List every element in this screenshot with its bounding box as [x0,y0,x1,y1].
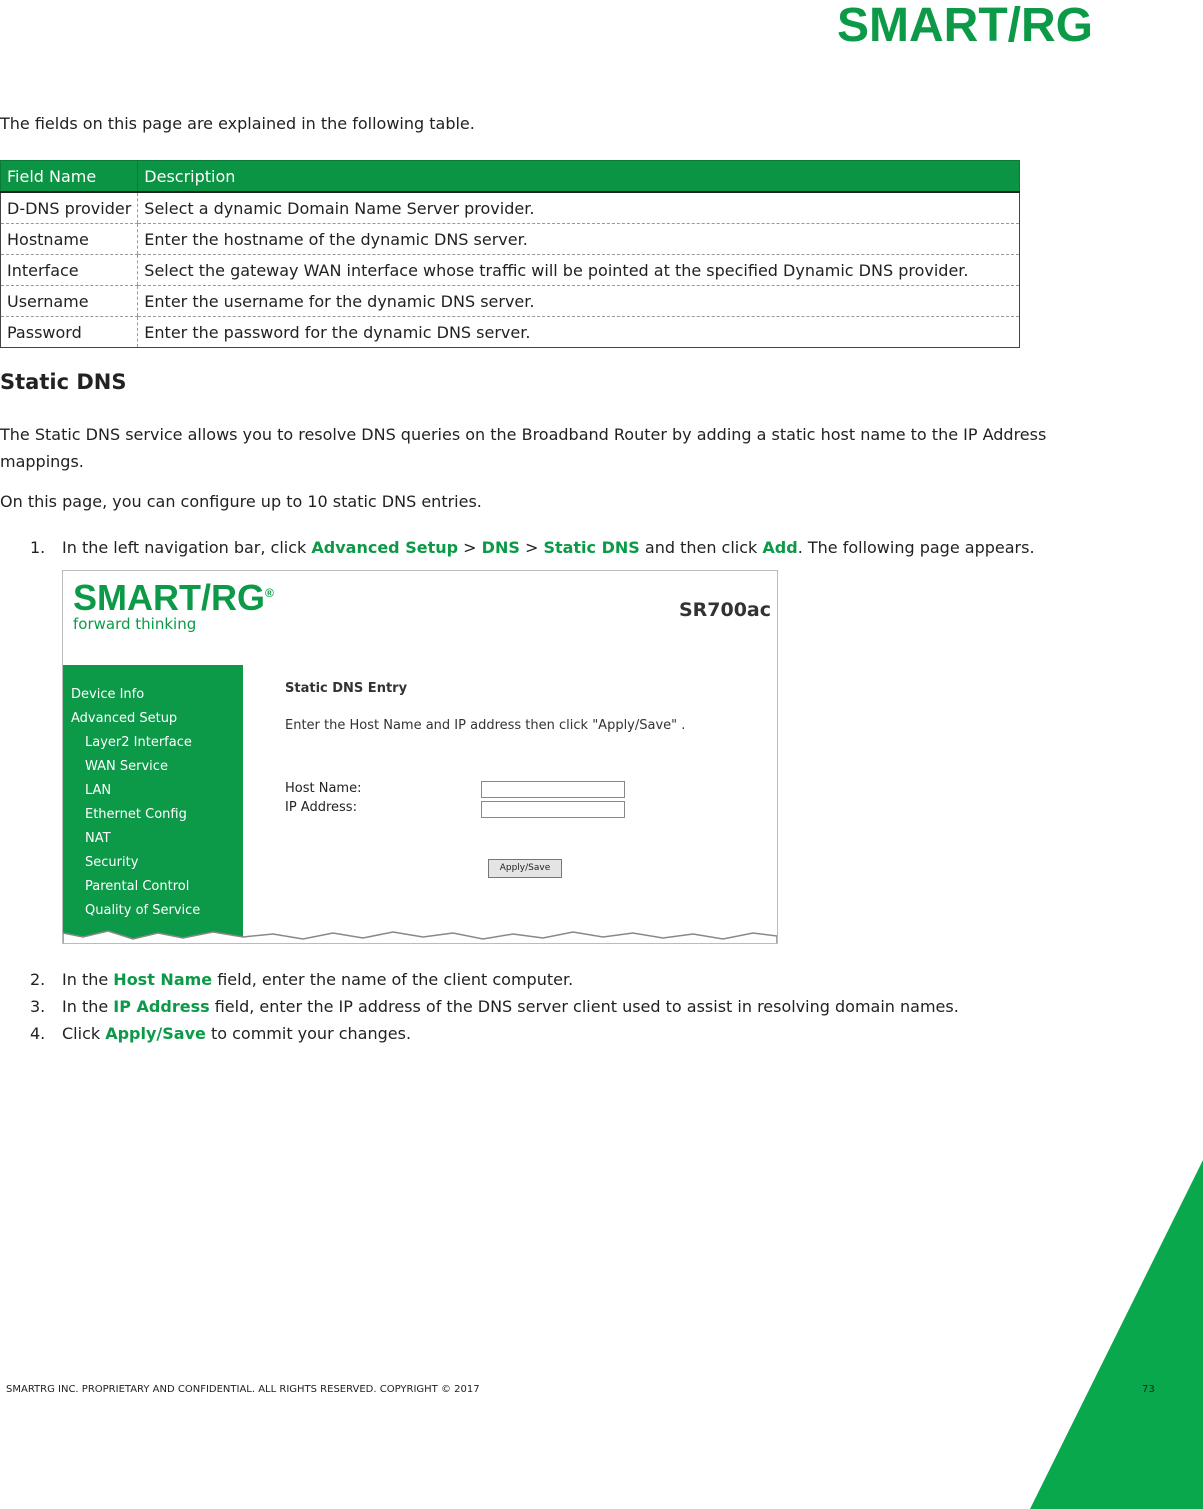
step-item [0,534,1035,561]
ui-reference: Host Name [113,970,213,989]
table-header-row [1,161,1020,193]
nav-item-device-info[interactable]: Device Info [71,687,145,702]
step-text: field, enter the IP address of the DNS server client used to assist in resolving domain names. [209,997,959,1016]
nav-item-advanced-setup[interactable]: Advanced Setup [71,711,178,726]
host-name-label: Host Name: [285,781,362,796]
step-item [0,966,959,993]
screenshot-logo [73,577,274,619]
step-list [0,966,959,1047]
field-name-cell: D-DNS provider [1,192,138,224]
model-name: SR700ac [678,599,771,621]
description-cell: Enter the password for the dynamic DNS server. [138,317,1020,348]
registered-mark: ® [265,586,274,600]
step-number: 4. [30,1024,46,1043]
table-row [1,224,1020,255]
nav-item-quality-of-service[interactable]: Quality of Service [85,903,201,918]
nav-item-lan[interactable]: LAN [85,783,112,798]
nav-item-parental-control[interactable]: Parental Control [85,879,190,894]
section-paragraph: On this page, you can configure up to 10 static DNS entries. [0,492,482,511]
field-name-cell: Hostname [1,224,138,255]
screenshot-logo-text: SMART/RG [73,577,265,618]
field-name-cell: Username [1,286,138,317]
section-paragraph: The Static DNS service allows you to resolve DNS queries on the Broadband Router by adding a static host name to the IP Address mappings. [0,425,1047,471]
page-number: 73 [1142,1384,1155,1395]
nav-item-layer2-interface[interactable]: Layer2 Interface [85,735,192,750]
step-text: In the [62,997,114,1016]
host-name-input[interactable] [481,781,625,798]
ip-address-input[interactable] [481,801,625,818]
router-screenshot [62,570,778,944]
step-text: and then click [639,538,763,557]
step-text: In the left navigation bar, click [62,538,312,557]
ui-reference: IP Address [113,997,210,1016]
nav-item-ethernet-config[interactable]: Ethernet Config [85,807,187,822]
smartrg-logo: SMART/RG [837,0,1093,52]
step-list [0,534,1035,561]
fields-table [0,160,1020,348]
description-cell: Select the gateway WAN interface whose traffic will be pointed at the specified Dynamic DNS provider. [138,255,1020,286]
description-cell: Enter the hostname of the dynamic DNS server. [138,224,1020,255]
table-row [1,317,1020,348]
apply-save-button[interactable]: Apply/Save [488,859,562,878]
nav-item-wan-service[interactable]: WAN Service [85,759,168,774]
instruction-text: Enter the Host Name and IP address then click "Apply/Save" . [285,718,686,733]
ui-reference: Apply/Save [105,1024,206,1043]
step-text: Click [62,1024,106,1043]
corner-triangle-decoration [1030,1160,1203,1509]
footer-copyright: SMARTRG INC. PROPRIETARY AND CONFIDENTIAL. ALL RIGHTS RESERVED. COPYRIGHT © 2017 [6,1384,480,1395]
field-name-cell: Interface [1,255,138,286]
step-item [0,1020,959,1047]
ui-reference: Advanced Setup [311,538,459,557]
ui-reference: DNS [481,538,520,557]
ui-reference: Static DNS [543,538,640,557]
step-number: 2. [30,970,46,989]
section-heading: Static DNS [0,370,127,394]
step-text: > [458,538,482,557]
description-cell: Select a dynamic Domain Name Server provider. [138,192,1020,224]
column-header: Description [138,161,1020,193]
column-header: Field Name [1,161,138,193]
screenshot-tagline: forward thinking [73,615,197,633]
step-text: to commit your changes. [205,1024,412,1043]
step-item [0,993,959,1020]
nav-item-nat[interactable]: NAT [85,831,111,846]
table-row [1,255,1020,286]
field-name-cell: Password [1,317,138,348]
step-text: In the [62,970,114,989]
step-text: . The following page appears. [797,538,1035,557]
step-number: 3. [30,997,46,1016]
page-title: Static DNS Entry [285,681,408,696]
intro-text: The fields on this page are explained in the following table. [0,114,475,133]
content-area [285,681,685,733]
ip-address-label: IP Address: [285,800,357,815]
ui-reference: Add [762,538,798,557]
torn-edge [63,921,777,944]
description-cell: Enter the username for the dynamic DNS server. [138,286,1020,317]
nav-item-security[interactable]: Security [85,855,139,870]
step-number: 1. [30,538,46,557]
step-text: field, enter the name of the client computer. [212,970,574,989]
table-row [1,286,1020,317]
step-text: > [519,538,544,557]
table-row [1,192,1020,224]
left-navigation [63,665,243,944]
